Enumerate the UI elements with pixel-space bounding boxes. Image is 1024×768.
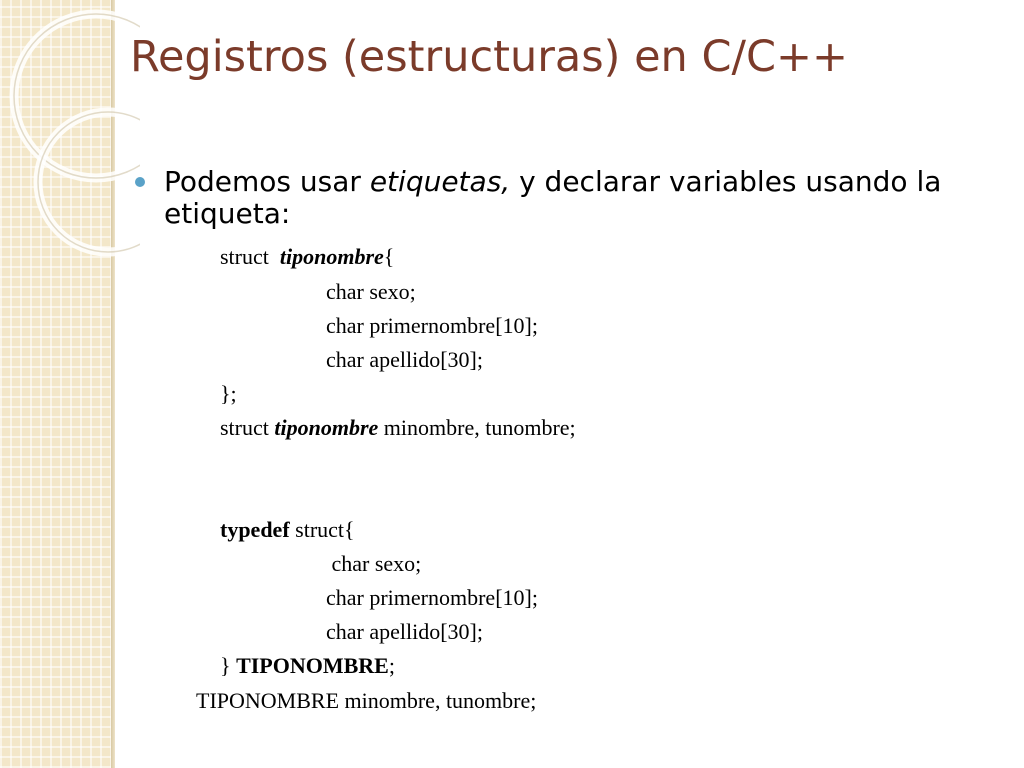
code2-line1 <box>220 517 355 543</box>
code2-line5-brace: } <box>220 653 237 678</box>
code2-line1-rest: struct{ <box>289 517 355 542</box>
bullet-text-line2: etiqueta: <box>164 197 291 230</box>
bullet-text-before: Podemos usar <box>164 165 370 198</box>
slide-title: Registros (estructuras) en C/C++ <box>130 32 849 82</box>
code1-line3: char primernombre[10]; <box>326 313 538 338</box>
code2-line5-type: TIPONOMBRE <box>236 653 389 678</box>
bullet-text-italic: etiquetas, <box>369 165 511 198</box>
code1-line6-tag: tiponombre <box>274 415 379 440</box>
code1-line4: char apellido[30]; <box>326 347 483 372</box>
code1-line2: char sexo; <box>326 279 416 304</box>
code1-line6-keyword: struct <box>220 415 275 440</box>
code2-line5-semi: ; <box>388 653 395 678</box>
code1-line6 <box>220 415 576 441</box>
code1-line1 <box>220 244 394 270</box>
code1-line5: }; <box>220 381 237 406</box>
code2-line3: char primernombre[10]; <box>326 585 538 610</box>
code2-line4: char apellido[30]; <box>326 619 483 644</box>
code1-keyword: struct <box>220 244 280 269</box>
code2-line6: TIPONOMBRE minombre, tunombre; <box>196 688 537 713</box>
code2-line2: char sexo; <box>326 551 422 576</box>
code2-line5 <box>220 653 395 679</box>
bullet-text-middle: y declarar variables usando la <box>510 165 942 198</box>
code1-brace: { <box>383 244 395 269</box>
code1-tag: tiponombre <box>279 244 384 269</box>
code2-keyword: typedef <box>220 517 290 542</box>
code1-line6-rest: minombre, tunombre; <box>378 415 576 440</box>
